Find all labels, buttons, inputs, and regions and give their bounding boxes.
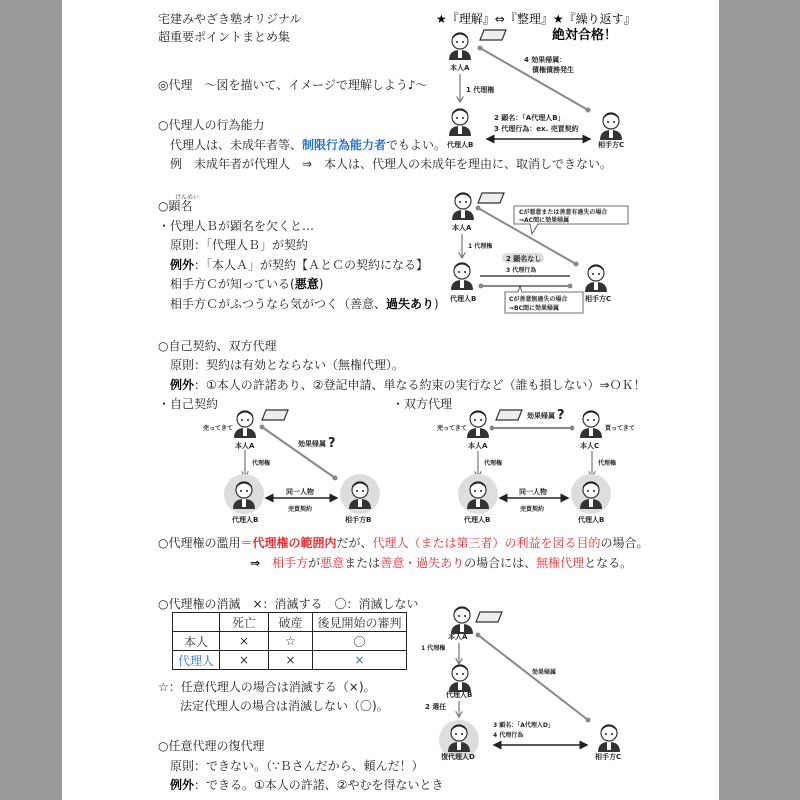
kenmei-title: ○顕名 [158, 199, 193, 213]
sub-agency-diagram [421, 607, 621, 762]
label-counterparty-c: 相手方C [598, 141, 625, 149]
label-sub-agent-d: 復代理人D [441, 753, 475, 761]
sub-line2: 例外：できる。①本人の許諾、②やむを得ないとき [170, 778, 444, 792]
label-same-person: 同一人物 [286, 488, 314, 496]
principal-a-icon [449, 33, 471, 61]
header-line2: 超重要ポイントまとめ集 [158, 30, 291, 44]
extinction-note2: 法定代理人の場合は消滅しない（〇)。 [180, 699, 389, 713]
agent-b-icon [449, 109, 471, 137]
principal-c-icon [580, 411, 602, 439]
document-icon [262, 410, 288, 420]
label-disclosure: 3 顕名：「A代理人D」 [493, 722, 554, 729]
label-agent-b-2: 代理人B [578, 516, 605, 524]
label-act: 3 代理行為 [506, 267, 537, 274]
label-appoint: 2 選任 [425, 703, 447, 711]
label-authority: 1 代理権 [421, 645, 446, 652]
kenmei-line4: 相手方Ｃが知っている(悪意) [170, 277, 324, 291]
self-title: ○自己契約、双方代理 [158, 339, 277, 353]
principal-a-icon [467, 411, 489, 439]
capacity-line2: 例 未成年者が代理人 ⇒ 本人は、代理人の未成年を理由に、取消しできない。 [170, 157, 613, 171]
table-row: 代理人 × × × [173, 651, 407, 670]
document-icon [476, 612, 502, 622]
header-slogan: 絶対合格！ [552, 28, 618, 43]
label-agent-b: 代理人B [447, 141, 474, 149]
counterparty-c-icon [585, 265, 607, 293]
label-say-c: 買ってきて [605, 425, 636, 432]
label-sale: 売買契約 [288, 506, 313, 513]
label-agent-b: 代理人B [450, 295, 477, 303]
extinction-note1: ☆：任意代理人の場合は消滅する（×)。 [158, 680, 376, 694]
label-counterparty-b: 相手方B [345, 516, 372, 524]
capacity-title: ○代理人の行為能力 [158, 118, 265, 132]
label-no-disclosure: 2 顕名なし [506, 255, 542, 263]
label-effect: 4 効果帰属： [524, 56, 567, 64]
label-authority: 1 代理権 [466, 86, 495, 94]
sub-line1: 原則：できない。（∵Ｂさんだから、頼んだ！） [170, 759, 424, 773]
label-agent-b: 代理人B [446, 691, 473, 699]
callout-good-faith-2: ⇒BC間に効果帰属 [509, 305, 560, 312]
question-mark: ? [328, 436, 336, 451]
label-effect: 効果帰属 [527, 412, 555, 420]
sub-title: ○任意代理の復代理 [158, 739, 265, 753]
self-line1: 原則：契約は有効とならない（無権代理）。 [170, 358, 405, 372]
counterparty-c-icon [598, 725, 620, 753]
kenmei-line5: 相手方Ｃがふつうなら気がつく（善意、過失あり) [170, 297, 439, 311]
kenmei-line1: ・代理人Ｂが顕名を欠くと… [158, 219, 315, 233]
label-sale: 売買契約 [520, 506, 545, 513]
label-same-person: 同一人物 [519, 488, 547, 496]
label-effect: 効果帰属 [532, 669, 557, 676]
principal-a-icon [451, 607, 473, 635]
document-icon [496, 410, 522, 420]
kenmei-line2: 原則：「代理人Ｂ」が契約 [170, 238, 309, 252]
label-agent-b: 代理人B [232, 516, 259, 524]
header-line1: 宅建みやざき塾オリジナル [158, 12, 302, 26]
agent-b-icon [451, 263, 473, 291]
label-principal-a: 本人A [450, 64, 470, 72]
label-principal-a: 本人A [235, 442, 255, 450]
label-counterparty-c: 相手方C [585, 295, 612, 303]
label-authority: 代理権 [252, 460, 271, 467]
label-effect-2: 債権債務発生 [532, 66, 574, 74]
header-motto: ★『理解』⇔『整理』★『繰り返す』 [436, 12, 636, 26]
agency-diagram [447, 30, 624, 149]
capacity-line1: 代理人は、未成年者等、制限行為能力者でもよい。 [170, 138, 447, 152]
label-counterparty-c: 相手方C [595, 753, 622, 761]
agency-title: ◎代理 ～図を描いて、イメージで理解しよう♪～ [158, 78, 428, 92]
table-row: 本人 × ☆ 〇 [173, 632, 407, 651]
dual-agency-diagram [437, 408, 635, 524]
label-disclosure: 2 顕名：「A代理人B」 [494, 114, 565, 122]
principal-a-icon [452, 193, 474, 221]
self-sub1: ・自己契約 [158, 397, 219, 411]
abuse-line1: ○代理権の濫用＝代理権の範囲内だが、代理人（または第三者）の利益を図る目的の場合。 [158, 536, 649, 550]
label-act: 4 代理行為 [493, 732, 524, 739]
label-agent-b-1: 代理人B [464, 516, 491, 524]
self-sub2: ・双方代理 [392, 397, 453, 411]
extinction-title: ○代理権の消滅 ×：消滅する 〇：消滅しない [158, 597, 419, 611]
label-act: 3 代理行為：ex. 売買契約 [494, 125, 579, 133]
table-header-row: 死亡 破産 後見開始の審判 [173, 613, 407, 632]
callout-good-faith: Cが善意無過失の場合 [509, 296, 568, 303]
label-principal-a: 本人A [468, 442, 488, 450]
label-authority-2: 代理権 [598, 460, 617, 467]
kenmei-ruby: けんめい [175, 194, 200, 201]
self-contract-diagram [203, 410, 380, 524]
label-principal-c: 本人C [580, 442, 600, 450]
label-principal-a: 本人A [448, 633, 468, 641]
question-mark: ? [557, 408, 565, 423]
label-principal-a: 本人A [452, 224, 472, 232]
counterparty-c-icon [600, 113, 622, 141]
abuse-line2: ⇒ 相手方が悪意または善意・過失ありの場合には、無権代理となる。 [250, 556, 633, 570]
document-icon [478, 193, 504, 203]
callout-bad-faith-2: ⇒AC間に効果帰属 [519, 217, 570, 224]
agent-b-icon [449, 665, 471, 693]
kenmei-diagram [450, 193, 628, 314]
label-authority: 1 代理権 [468, 243, 493, 250]
callout-bad-faith: Cが悪意または善意有過失の場合 [519, 209, 608, 216]
principal-a-icon [234, 411, 256, 439]
label-say-a: 売ってきて [437, 425, 468, 432]
kenmei-line3: 例外：「本人Ａ」が契約【ＡとＣの契約になる】 [170, 258, 429, 272]
label-say: 売ってきて [203, 425, 234, 432]
document-icon [480, 30, 506, 40]
label-effect: 効果帰属 [298, 440, 326, 448]
self-line2: 例外：①本人の許諾あり、②登記申請、単なる約束の実行など（誰も損しない）⇒ＯＫ！ [170, 378, 646, 392]
label-authority-1: 代理権 [484, 460, 503, 467]
